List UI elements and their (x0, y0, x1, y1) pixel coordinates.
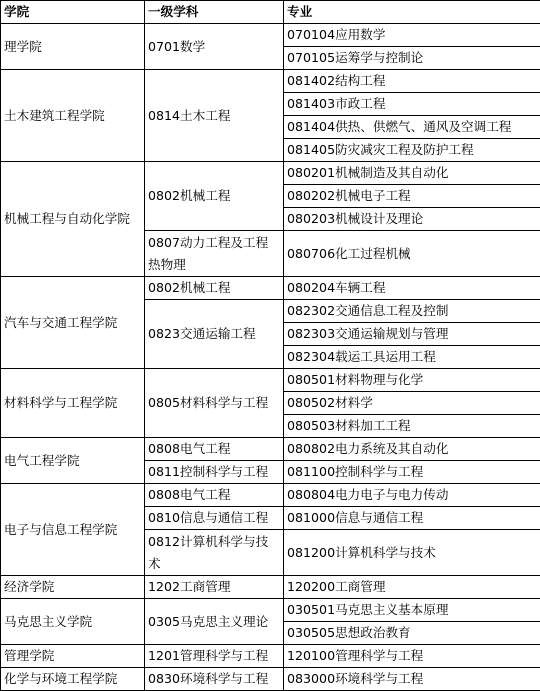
discipline-cell: 0830环境科学与工程 (145, 668, 284, 691)
major-cell: 080502材料学 (284, 392, 540, 415)
table-row (1, 576, 540, 599)
table-row (1, 484, 540, 507)
major-cell: 080503材料加工工程 (284, 415, 540, 438)
college-cell: 化学与环境工程学院 (1, 668, 145, 691)
discipline-cell: 0811控制科学与工程 (145, 461, 284, 484)
college-cell: 理学院 (1, 24, 145, 70)
header-major: 专业 (284, 1, 540, 24)
college-cell: 马克思主义学院 (1, 599, 145, 645)
major-cell: 070104应用数学 (284, 24, 540, 47)
major-cell: 120200工商管理 (284, 576, 540, 599)
discipline-cell: 0810信息与通信工程 (145, 507, 284, 530)
major-cell: 080706化工过程机械 (284, 231, 540, 277)
major-cell: 080804电力电子与电力传动 (284, 484, 540, 507)
table-row (1, 438, 540, 461)
major-cell: 080802电力系统及其自动化 (284, 438, 540, 461)
major-cell: 080201机械制造及其自动化 (284, 162, 540, 185)
college-cell: 电子与信息工程学院 (1, 484, 145, 576)
header-row (1, 1, 540, 24)
discipline-cell: 0802机械工程 (145, 162, 284, 231)
discipline-cell: 0701数学 (145, 24, 284, 70)
discipline-cell: 0802机械工程 (145, 277, 284, 300)
major-cell: 080202机械电子工程 (284, 185, 540, 208)
table-row (1, 369, 540, 392)
college-cell: 土木建筑工程学院 (1, 70, 145, 162)
major-cell: 081200计算机科学与技术 (284, 530, 540, 576)
major-cell: 080501材料物理与化学 (284, 369, 540, 392)
major-cell: 080204车辆工程 (284, 277, 540, 300)
major-cell: 081405防灾减灾工程及防护工程 (284, 139, 540, 162)
discipline-cell: 0808电气工程 (145, 484, 284, 507)
table-row (1, 599, 540, 622)
discipline-cell: 1201管理科学与工程 (145, 645, 284, 668)
discipline-cell: 0814土木工程 (145, 70, 284, 162)
major-cell: 081404供热、供燃气、通风及空调工程 (284, 116, 540, 139)
major-cell: 080203机械设计及理论 (284, 208, 540, 231)
major-cell: 082303交通运输规划与管理 (284, 323, 540, 346)
major-cell: 081402结构工程 (284, 70, 540, 93)
major-cell: 081000信息与通信工程 (284, 507, 540, 530)
major-cell: 120100管理科学与工程 (284, 645, 540, 668)
major-cell: 030501马克思主义基本原理 (284, 599, 540, 622)
discipline-cell: 1202工商管理 (145, 576, 284, 599)
discipline-cell: 0807动力工程及工程热物理 (145, 231, 284, 277)
major-cell: 083000环境科学与工程 (284, 668, 540, 691)
major-cell: 081403市政工程 (284, 93, 540, 116)
table-row (1, 162, 540, 185)
table-row (1, 277, 540, 300)
college-cell: 管理学院 (1, 645, 145, 668)
header-college: 学院 (1, 1, 145, 24)
major-cell: 082302交通信息工程及控制 (284, 300, 540, 323)
table-row (1, 645, 540, 668)
college-cell: 电气工程学院 (1, 438, 145, 484)
college-cell: 机械工程与自动化学院 (1, 162, 145, 277)
major-cell: 082304载运工具运用工程 (284, 346, 540, 369)
discipline-cell: 0805材料科学与工程 (145, 369, 284, 438)
discipline-cell: 0812计算机科学与技术 (145, 530, 284, 576)
discipline-cell: 0305马克思主义理论 (145, 599, 284, 645)
header-discipline: 一级学科 (145, 1, 284, 24)
table-row (1, 70, 540, 93)
table-row (1, 668, 540, 691)
discipline-cell: 0823交通运输工程 (145, 300, 284, 369)
discipline-cell: 0808电气工程 (145, 438, 284, 461)
major-cell: 081100控制科学与工程 (284, 461, 540, 484)
college-cell: 材料科学与工程学院 (1, 369, 145, 438)
major-cell: 030505思想政治教育 (284, 622, 540, 645)
major-cell: 070105运筹学与控制论 (284, 47, 540, 70)
college-cell: 经济学院 (1, 576, 145, 599)
table-row (1, 24, 540, 47)
college-cell: 汽车与交通工程学院 (1, 277, 145, 369)
